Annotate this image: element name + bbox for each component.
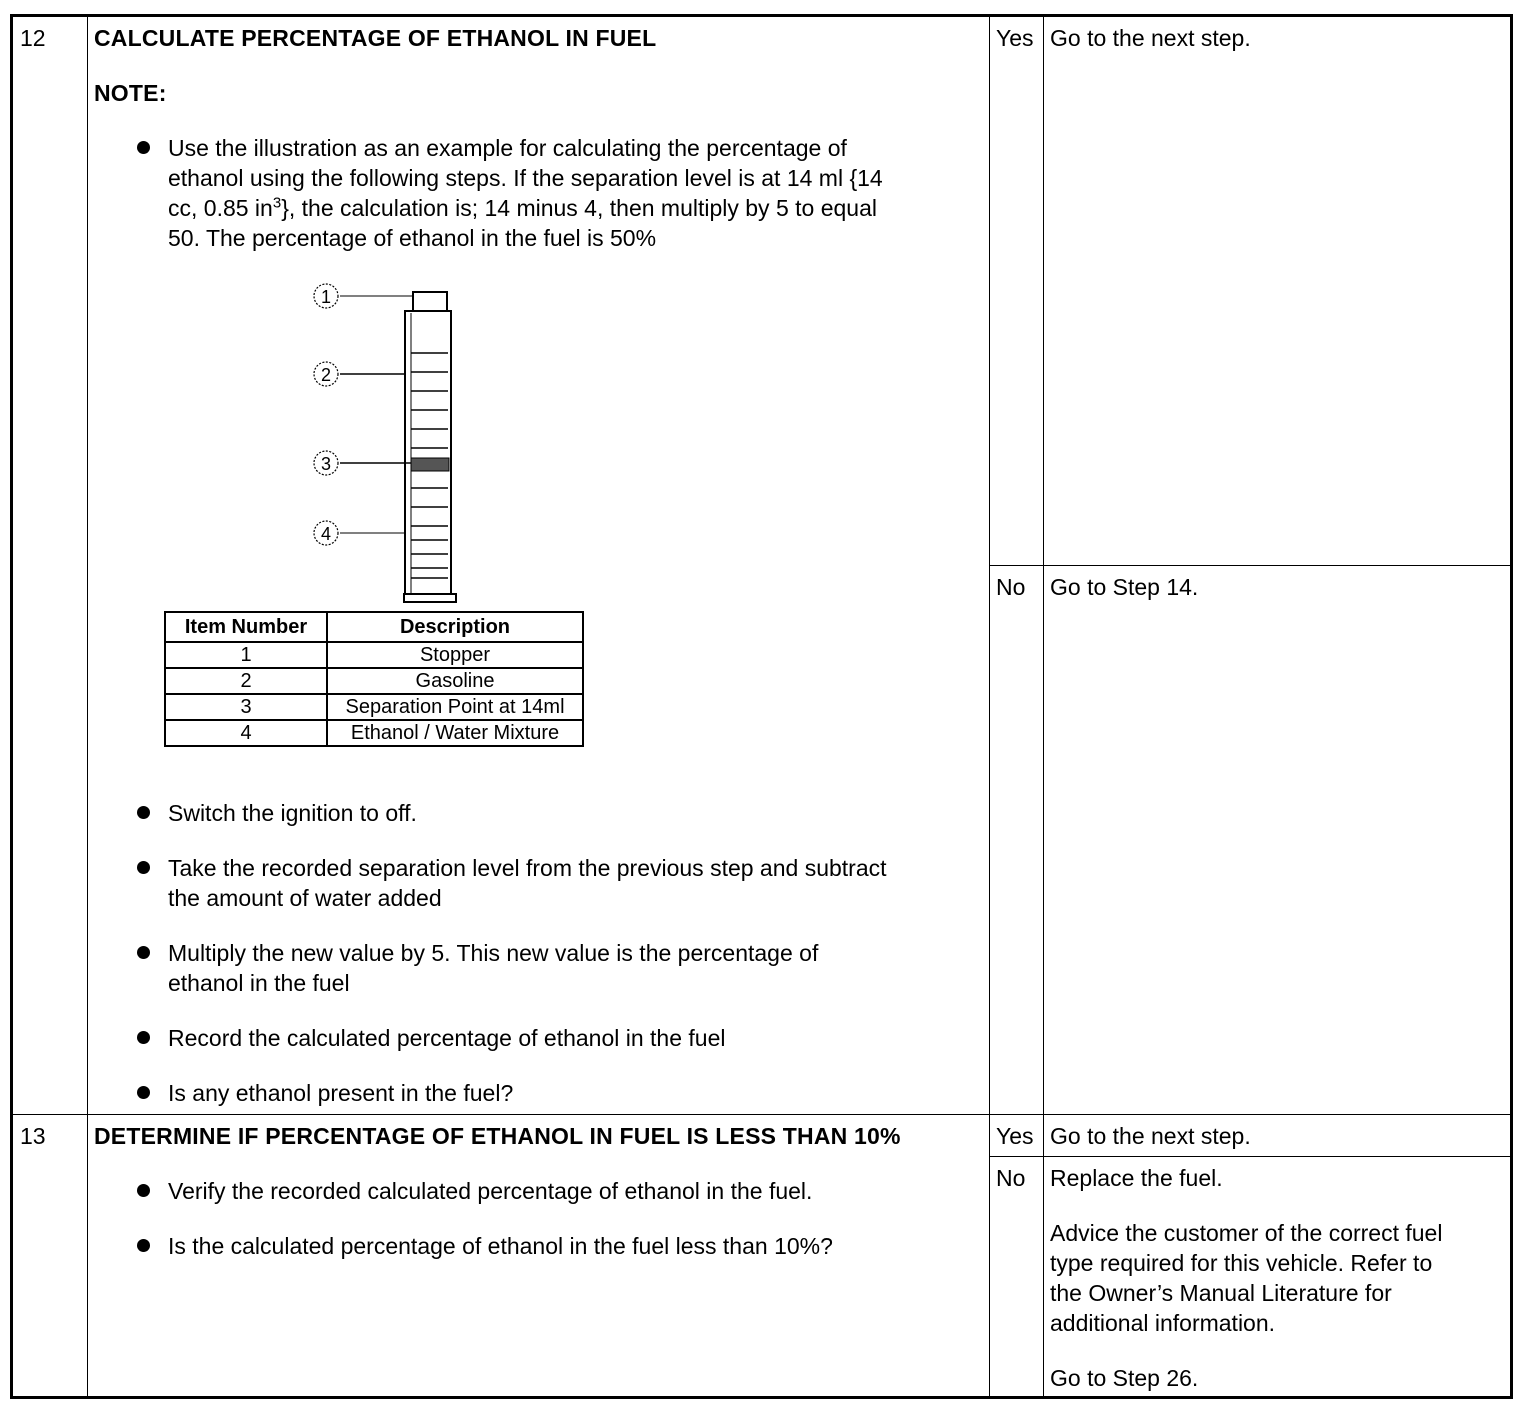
bullet-text: Verify the recorded calculated percentage of ethanol in the fuel. — [168, 1178, 813, 1204]
legend-header-description: Description — [327, 612, 583, 642]
step-13-heading: DETERMINE IF PERCENTAGE OF ETHANOL IN FUEL IS LESS THAN 10% — [94, 1123, 901, 1149]
callout-label-1: 1 — [320, 287, 332, 307]
bullet-dot — [137, 861, 150, 874]
column-divider-action — [989, 17, 990, 1396]
bullet-dot — [137, 1086, 150, 1099]
legend-item-number: 1 — [165, 642, 327, 668]
legend-header-item-number: Item Number — [165, 612, 327, 642]
intro-line-4: 50. The percentage of ethanol in the fuel is 50% — [168, 225, 657, 251]
column-divider-result — [1043, 17, 1044, 1396]
intro-line-1: Use the illustration as an example for calculating the percentage of — [168, 135, 847, 161]
stopper-shape — [413, 292, 447, 311]
bullet-dot — [137, 946, 150, 959]
step-13-no-action-replace: Replace the fuel. — [1050, 1165, 1223, 1191]
bullet-text: Record the calculated percentage of ethanol in the fuel — [168, 1025, 726, 1051]
step-13-no-action-goto: Go to Step 26. — [1050, 1365, 1199, 1391]
legend-item-number: 3 — [165, 694, 327, 720]
callout-label-4: 4 — [320, 524, 332, 544]
bullet-text: Is the calculated percentage of ethanol in the fuel less than 10%? — [168, 1233, 833, 1259]
row13-yes-no-divider — [989, 1156, 1510, 1157]
legend-description: Separation Point at 14ml — [327, 694, 583, 720]
intro-paragraph — [168, 133, 883, 253]
row-divider — [13, 1114, 1510, 1115]
callout-label-2: 2 — [320, 365, 332, 385]
legend-row — [165, 642, 583, 668]
legend-header-row — [165, 612, 583, 642]
step-12-heading: CALCULATE PERCENTAGE OF ETHANOL IN FUEL — [94, 25, 657, 51]
column-divider-step — [87, 17, 88, 1396]
legend-item-number: 4 — [165, 720, 327, 746]
step-13-yes-label: Yes — [996, 1123, 1034, 1149]
step-12-yes-label: Yes — [996, 25, 1034, 51]
bullet-dot — [137, 141, 150, 154]
legend-row — [165, 668, 583, 694]
step-12-no-label: No — [996, 574, 1026, 600]
bullet-dot — [137, 806, 150, 819]
bullet-dot — [137, 1239, 150, 1252]
bullet-dot — [137, 1184, 150, 1197]
bullet-dot — [137, 1031, 150, 1044]
step-13-yes-action: Go to the next step. — [1050, 1123, 1251, 1149]
graduated-cylinder-illustration — [300, 276, 470, 608]
bullet-text: Switch the ignition to off. — [168, 800, 417, 826]
step-number-13: 13 — [20, 1123, 46, 1149]
illustration-legend-table — [164, 611, 584, 747]
step-13-no-label: No — [996, 1165, 1026, 1191]
cylinder-base — [404, 594, 456, 602]
step-12-yes-action: Go to the next step. — [1050, 25, 1251, 51]
callout-label-3: 3 — [320, 454, 332, 474]
row12-yes-no-divider — [989, 565, 1510, 566]
intro-line-2: ethanol using the following steps. If the separation level is at 14 ml {14 — [168, 165, 883, 191]
intro-line-3: cc, 0.85 $in^3$}, the calculation is; 14 minus 4, then multiply by 5 to equal — [168, 194, 877, 221]
bullet-text: Multiply the new value by 5. This new value is the percentage of ethanol in the fuel — [168, 940, 819, 996]
separation-band — [411, 458, 449, 471]
step-number-12: 12 — [20, 25, 46, 51]
step-13-no-action-advice: Advice the customer of the correct fuel type required for this vehicle. Refer to the Owner’s Manual Literature for additional information. — [1050, 1220, 1443, 1336]
step-12-no-action: Go to Step 14. — [1050, 574, 1199, 600]
legend-row — [165, 694, 583, 720]
legend-row — [165, 720, 583, 746]
note-label: NOTE: — [94, 80, 167, 106]
bullet-text: Is any ethanol present in the fuel? — [168, 1080, 514, 1106]
legend-item-number: 2 — [165, 668, 327, 694]
legend-description: Ethanol / Water Mixture — [327, 720, 583, 746]
legend-description: Stopper — [327, 642, 583, 668]
legend-description: Gasoline — [327, 668, 583, 694]
bullet-text: Take the recorded separation level from the previous step and subtract the amount of water added — [168, 855, 887, 911]
